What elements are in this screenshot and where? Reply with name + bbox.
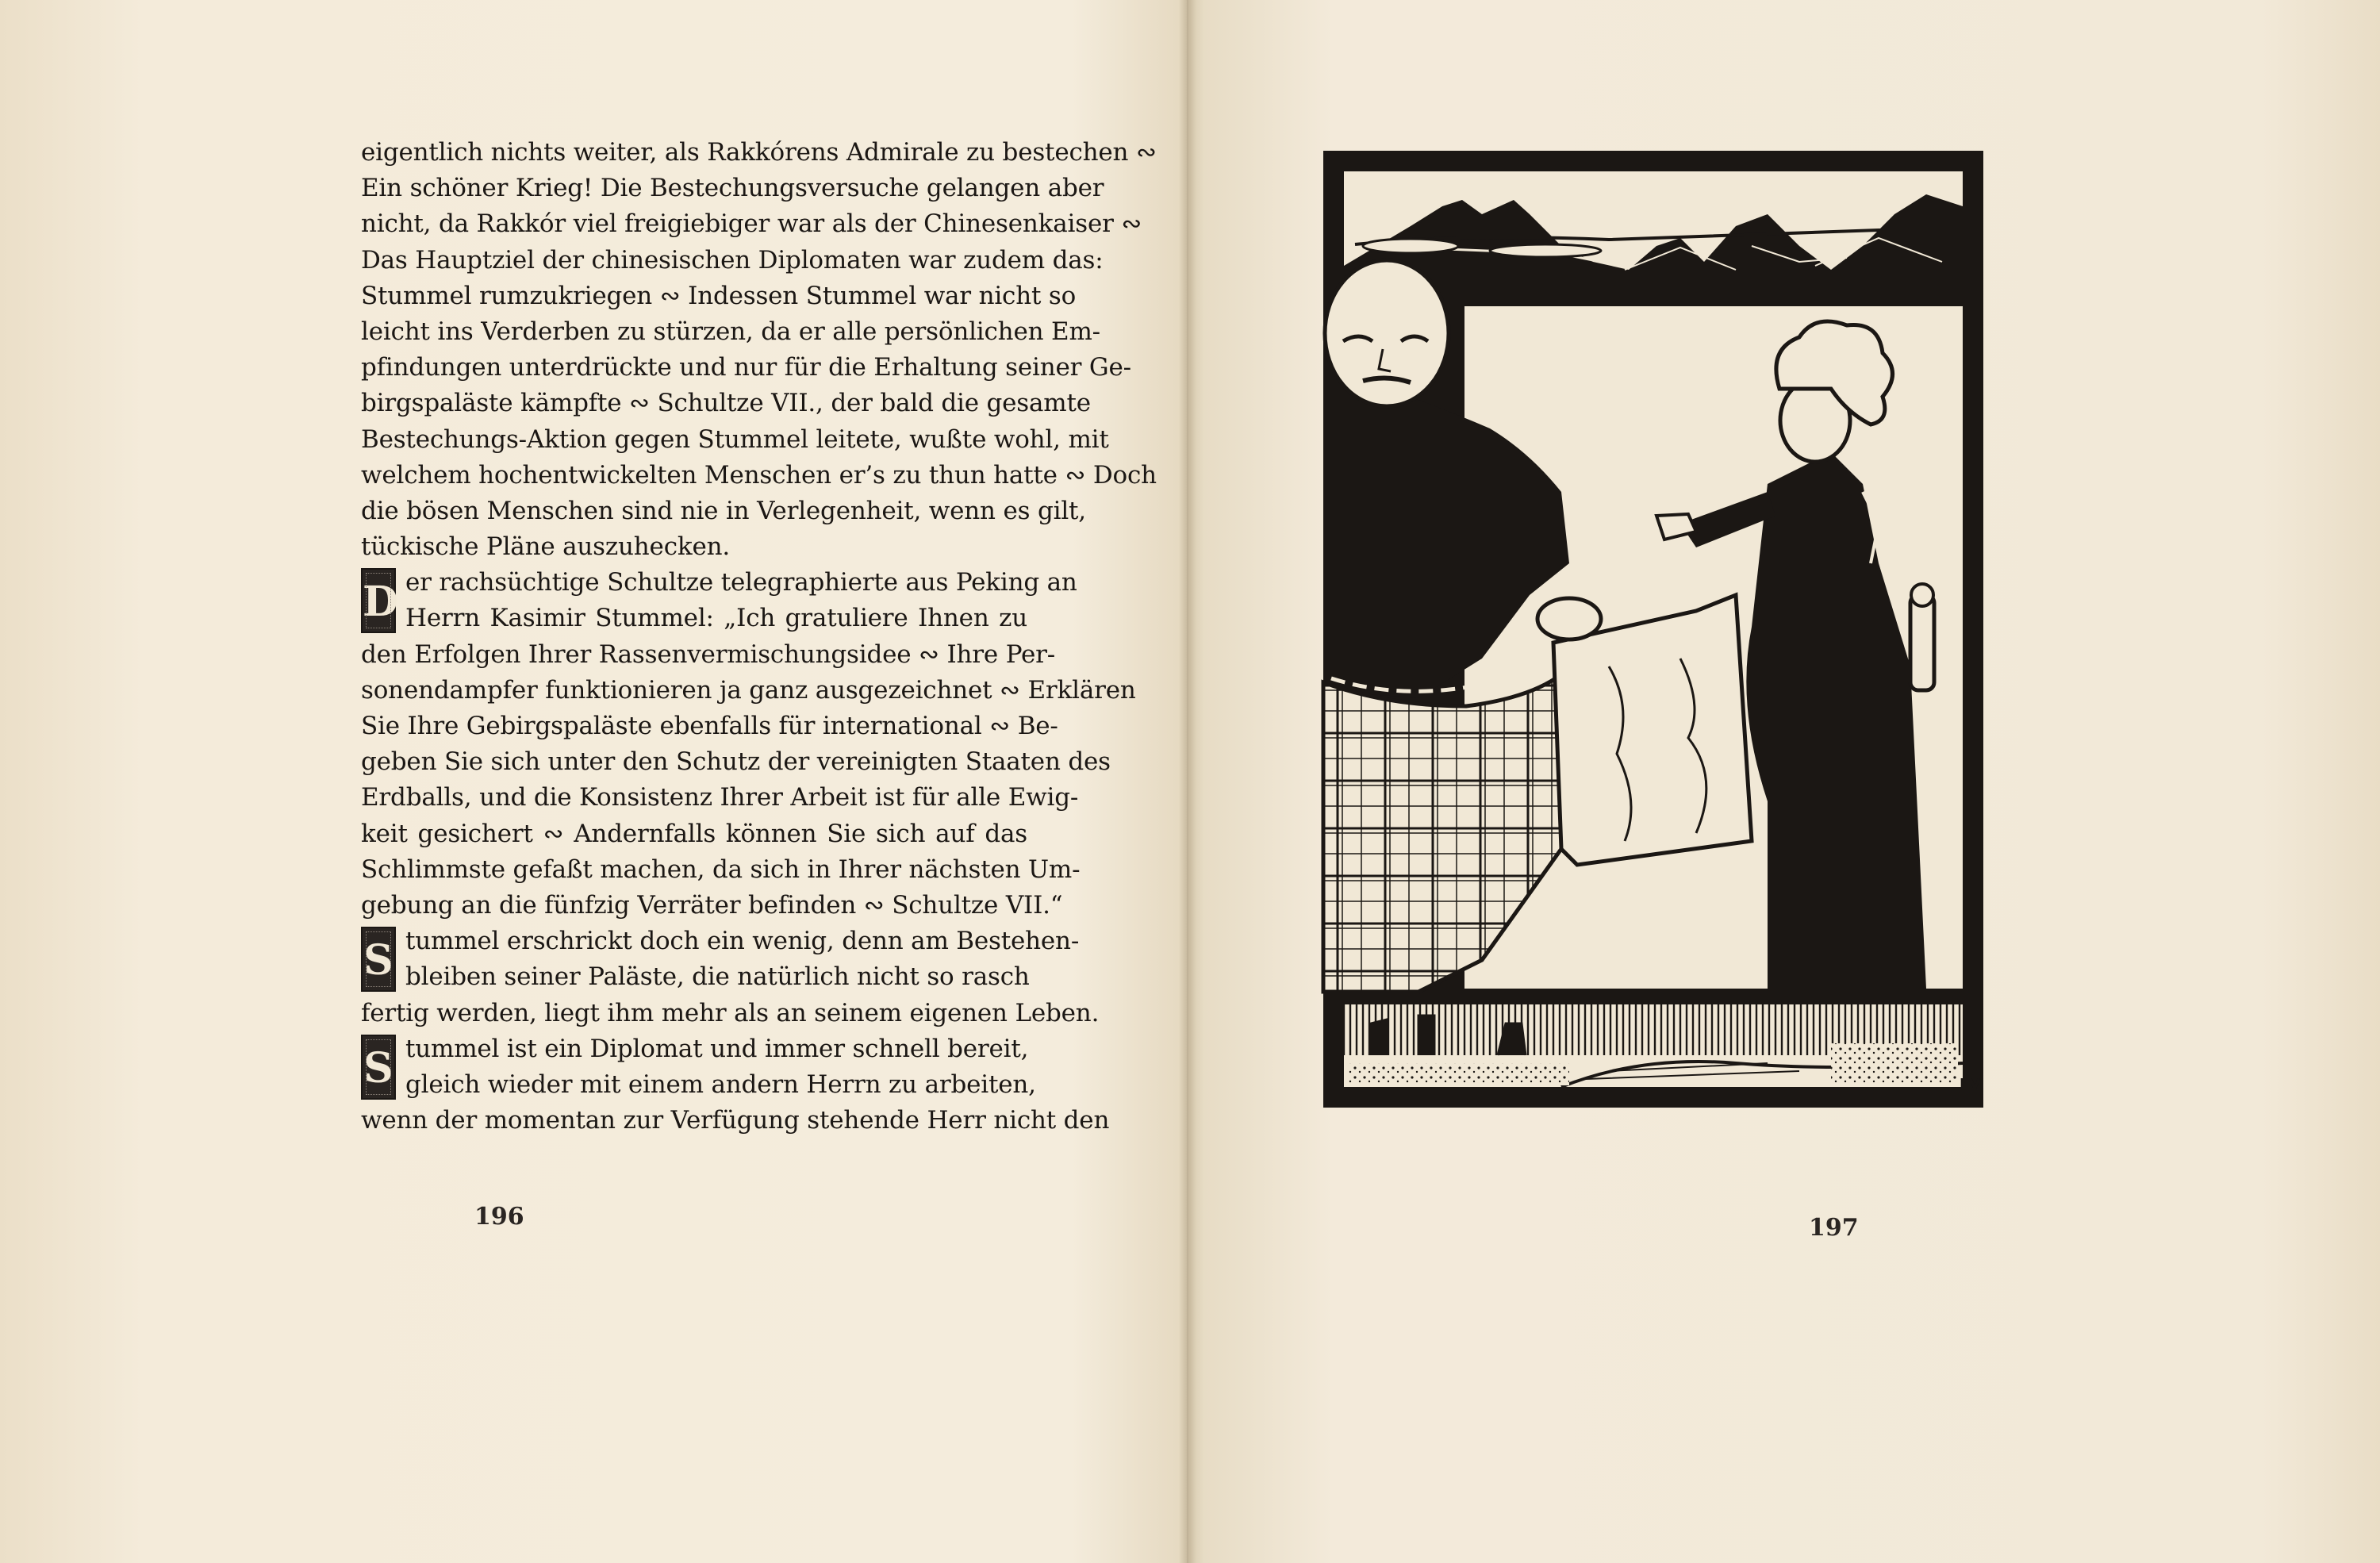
text-line: den Erfolgen Ihrer Rassenvermischungsidee ∾ Ihre Per-: [361, 639, 1056, 669]
mountain-panel: [1344, 171, 1963, 286]
text-line: welchem hochentwickelten Menschen er’s zu thun hatte ∾ Doch: [361, 460, 1157, 490]
paragraph-4: [361, 1031, 1110, 1139]
text-line: tummel erschrickt doch ein wenig, denn am Bestehen-: [405, 927, 1080, 956]
text-line: nicht, da Rakkór viel freigiebiger war als der Chinesenkaiser ∾: [361, 209, 1142, 239]
right-page: [1190, 0, 2380, 1563]
text-line: keit gesichert ∾ Andernfalls können Sie sich auf das: [361, 819, 1027, 848]
page-number: 196: [474, 1203, 524, 1231]
text-line: Stummel rumzukriegen ∾ Indessen Stummel war nicht so: [361, 281, 1077, 310]
text-line: fertig werden, liegt ihm mehr als an seinem eigenen Leben.: [361, 998, 1100, 1027]
text-line: wenn der momentan zur Verfügung stehende Herr nicht den: [361, 1106, 1110, 1135]
text-line: birgspaläste kämpfte ∾ Schultze VII., der bald die gesamte: [361, 389, 1091, 418]
text-line: gebung an die fünfzig Verräter befinden ∾ Schultze VII.“: [361, 890, 1063, 920]
text-line: er rachsüchtige Schultze telegraphierte aus Peking an: [405, 568, 1077, 597]
woodcut-illustration: [1323, 151, 1983, 1108]
text-line: Das Hauptziel der chinesischen Diplomaten war zudem das:: [361, 245, 1104, 275]
text-line: Schlimmste gefaßt machen, da sich in Ihrer nächsten Um-: [361, 854, 1081, 884]
text-line: leicht ins Verderben zu stürzen, da er alle persönlichen Em-: [361, 317, 1100, 346]
text-line: gleich wieder mit einem andern Herrn zu arbeiten,: [405, 1070, 1036, 1099]
paragraph-1: [361, 135, 1157, 565]
text-line: Erdballs, und die Konsistenz Ihrer Arbeit ist für alle Ewig-: [361, 783, 1079, 812]
text-line: Sie Ihre Gebirgspaläste ebenfalls für international ∾ Be-: [361, 712, 1058, 740]
text-line: sonendampfer funktionieren ja ganz ausgezeichnet ∾ Erklären: [361, 675, 1136, 705]
figures-panel: [1323, 260, 1983, 992]
drop-cap-initial: S: [361, 927, 396, 992]
artist-monogram: FV: [1960, 1076, 1981, 1093]
text-line: tückische Pläne auszuhecken.: [361, 532, 731, 562]
text-line: Bestechungs-Aktion gegen Stummel leitete, wußte wohl, mit: [361, 424, 1109, 454]
text-line: bleiben seiner Paläste, die natürlich nicht so rasch: [405, 962, 1030, 992]
drop-cap-initial: D: [361, 568, 396, 633]
text-line: Ein schöner Krieg! Die Bestechungsversuche gelangen aber: [361, 174, 1104, 203]
text-line: Herrn Kasimir Stummel: „Ich gratuliere Ihnen zu: [405, 604, 1027, 633]
landscape-panel: [1344, 1004, 1963, 1093]
page-number: 197: [1809, 1214, 1859, 1242]
text-line: eigentlich nichts weiter, als Rakkórens Admirale zu bestechen ∾: [361, 138, 1157, 167]
left-page: [0, 0, 1187, 1563]
text-line: die bösen Menschen sind nie in Verlegenheit, wenn es gilt,: [361, 496, 1086, 525]
large-figure-head: [1325, 260, 1449, 406]
body-text: [361, 135, 1157, 1139]
text-line: pfindungen unterdrückte und nur für die Erhaltung seiner Ge-: [361, 353, 1131, 382]
paragraph-3: [361, 924, 1100, 1031]
text-line: geben Sie sich unter den Schutz der vereinigten Staaten des: [361, 747, 1111, 777]
text-line: tummel ist ein Diplomat und immer schnell bereit,: [405, 1034, 1029, 1063]
paragraph-2: [361, 565, 1136, 924]
drop-cap-initial: S: [361, 1035, 396, 1100]
